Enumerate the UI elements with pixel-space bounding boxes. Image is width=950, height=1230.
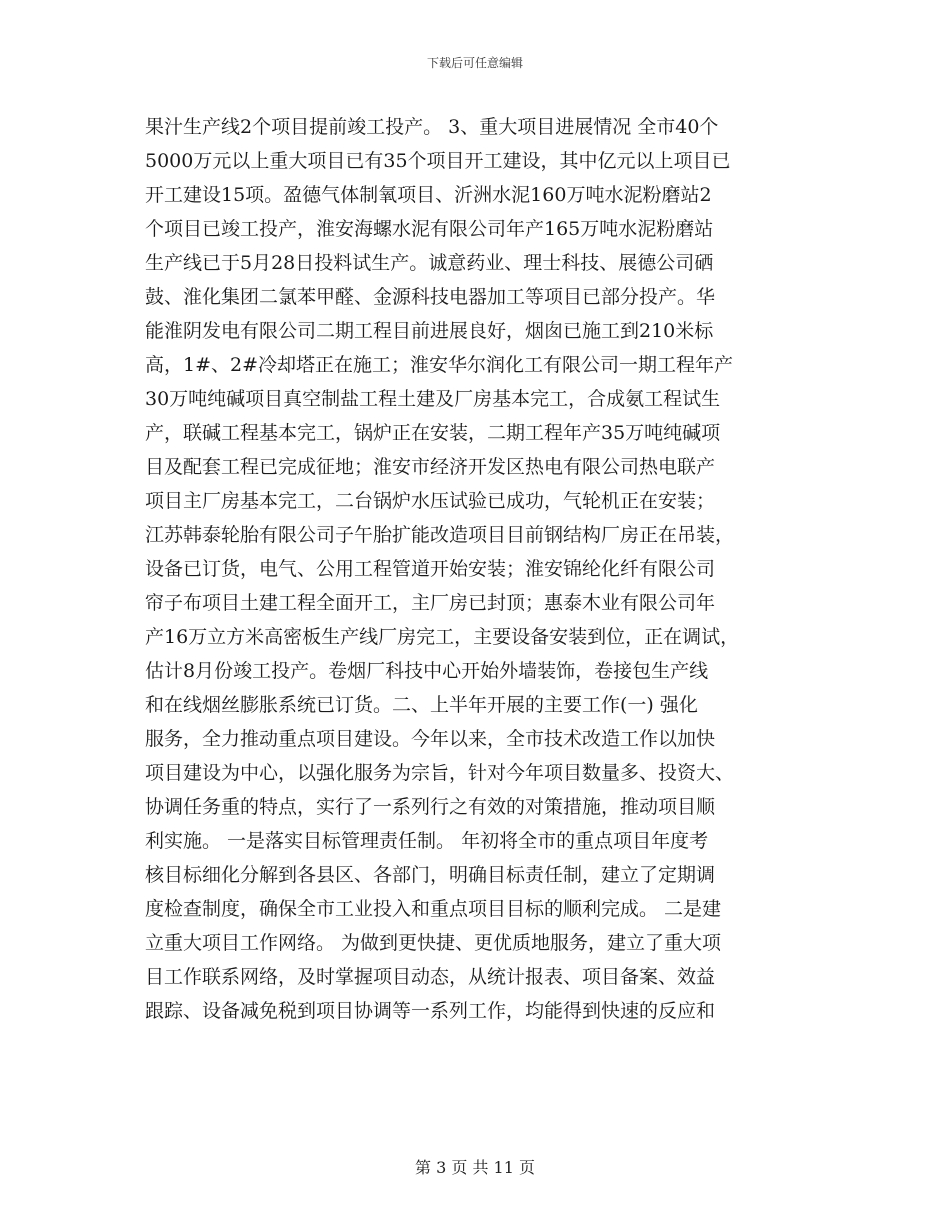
body-text-line: 开工建设15项。盈德气体制氧项目、沂洲水泥160万吨水泥粉磨站2	[145, 184, 712, 206]
body-text-line: 协调任务重的特点，实行了一系列行之有效的对策措施，推动项目顺	[145, 796, 716, 818]
body-text-line: 5000万元以上重大项目已有35个项目开工建设，其中亿元以上项目已	[145, 150, 731, 172]
body-text-line: 设备已订货，电气、公用工程管道开始安装；淮安锦纶化纤有限公司	[145, 558, 716, 580]
body-text-line: 目及配套工程已完成征地；淮安市经济开发区热电有限公司热电联产	[145, 456, 716, 478]
body-text-line: 估计8月份竣工投产。卷烟厂科技中心开始外墙装饰，卷接包生产线	[145, 660, 709, 682]
body-text-line: 度检查制度，确保全市工业投入和重点项目目标的顺利完成。 二是建	[145, 898, 722, 920]
body-text-line: 核目标细化分解到各县区、各部门，明确目标责任制，建立了定期调	[145, 864, 716, 886]
body-text-line: 30万吨纯碱项目真空制盐工程土建及厂房基本完工，合成氨工程试生	[145, 388, 721, 410]
body-text-line: 帘子布项目土建工程全面开工，主厂房已封顶；惠泰木业有限公司年	[145, 592, 716, 614]
body-text-line: 项目主厂房基本完工，二台锅炉水压试验已成功，气轮机正在安装；	[145, 490, 716, 512]
body-text-line: 项目建设为中心，以强化服务为宗旨，针对今年项目数量多、投资大、	[145, 762, 735, 784]
document-body	[145, 110, 815, 1028]
body-text-line: 和在线烟丝膨胀系统已订货。二、上半年开展的主要工作(一) 强化	[145, 694, 698, 716]
body-text-line: 果汁生产线2个项目提前竣工投产。 3、重大项目进展情况 全市40个	[145, 116, 719, 138]
body-text-line: 生产线已于5月28日投料试生产。诚意药业、理士科技、展德公司硒	[145, 252, 714, 274]
body-text-line: 利实施。 一是落实目标管理责任制。 年初将全市的重点项目年度考	[145, 830, 709, 852]
body-text-line: 服务，全力推动重点项目建设。今年以来，全市技术改造工作以加快	[145, 728, 716, 750]
body-text-line: 鼓、淮化集团二氯苯甲醛、金源科技电器加工等项目已部分投产。华	[145, 286, 716, 308]
page-number-footer: 第 3 页 共 11 页	[415, 1158, 535, 1177]
body-text-line: 目工作联系网络，及时掌握项目动态，从统计报表、项目备案、效益	[145, 966, 716, 988]
body-text-line: 产，联碱工程基本完工，锅炉正在安装，二期工程年产35万吨纯碱项	[145, 422, 721, 444]
page-header: 下载后可任意编辑	[426, 56, 523, 70]
body-text-line: 立重大项目工作网络。 为做到更快捷、更优质地服务，建立了重大项	[145, 932, 722, 954]
body-text-line: 江苏韩泰轮胎有限公司子午胎扩能改造项目目前钢结构厂房正在吊装，	[145, 524, 735, 546]
body-text-line: 产16万立方米高密板生产线厂房完工，主要设备安装到位，正在调试，	[145, 626, 740, 648]
body-text-line: 个项目已竣工投产，淮安海螺水泥有限公司年产165万吨水泥粉磨站	[145, 218, 714, 240]
body-text-line: 高，1#、2#冷却塔正在施工；淮安华尔润化工有限公司一期工程年产	[145, 354, 734, 376]
body-text-line: 能淮阴发电有限公司二期工程目前进展良好，烟囱已施工到210米标	[145, 320, 714, 342]
body-text-line: 跟踪、设备减免税到项目协调等一系列工作，均能得到快速的反应和	[145, 1000, 716, 1022]
